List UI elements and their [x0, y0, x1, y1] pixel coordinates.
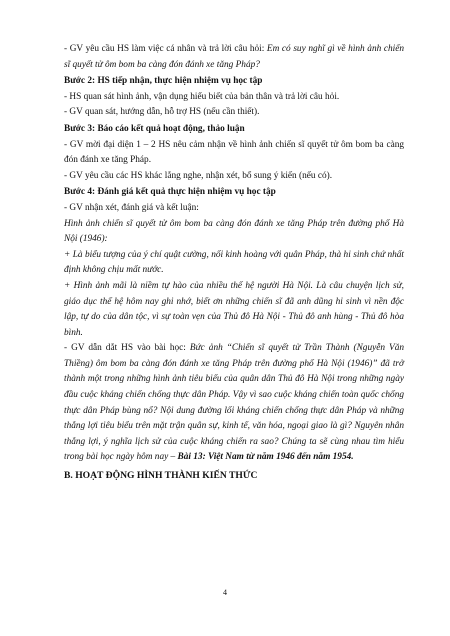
- lesson-intro: [64, 341, 404, 466]
- step2-title: Bước 2: HS tiếp nhận, thực hiện nhiệm vụ học tập: [64, 76, 263, 87]
- step4-line1: - GV nhận xét, đánh giá và kết luận:: [64, 202, 199, 213]
- lesson-intro-prefix: - GV dẫn dắt HS vào bài học:: [64, 343, 190, 354]
- conclusion-item-1: + Là biểu tượng của ý chí quật cường, nối kinh hoàng với quân Pháp, thà hi sinh chứ nhất định không chịu mất nước.: [64, 249, 404, 276]
- step3-line2: - GV yêu cầu các HS khác lắng nghe, nhận xét, bổ sung ý kiến (nếu có).: [64, 170, 333, 181]
- step3-line1: - GV mời đại diện 1 – 2 HS nêu cảm nhận về hình ảnh chiến sĩ quyết tử ôm bom ba càng đón đánh xe tăng Pháp.: [64, 139, 404, 166]
- page-number: 4: [223, 588, 227, 597]
- conclusion-item-2: + Hình ảnh mãi là niềm tự hào của nhiều thế hệ người Hà Nội. Là câu chuyện lịch sử, giáo dục thế hệ hôm nay ghi nhớ, biết ơn những chiến sĩ đã anh dũng hi sinh vì nền độc lập, tự do của dân tộc, vì sự toàn vẹn của Thủ đô Hà Nội - Thủ đô anh hùng - Thủ đô hòa bình.: [64, 280, 404, 338]
- step4-title: Bước 4: Đánh giá kết quả thực hiện nhiệm vụ học tập: [64, 187, 276, 198]
- section-b-heading: B. HOẠT ĐỘNG HÌNH THÀNH KIẾN THỨC: [64, 470, 258, 482]
- step2-line1: - HS quan sát hình ảnh, vận dụng hiểu biết của bản thân và trả lời câu hỏi.: [64, 91, 340, 102]
- document-page: [64, 42, 404, 484]
- conclusion-title: Hình ảnh chiến sĩ quyết tử ôm bom ba càng đón đánh xe tăng Pháp trên đường phố Hà Nội (1946):: [64, 218, 404, 245]
- task-instruction: [64, 42, 404, 73]
- task-instruction-prefix: - GV yêu cầu HS làm việc cá nhân và trả lời câu hỏi:: [64, 44, 267, 54]
- step2-line2: - GV quan sát, hướng dẫn, hỗ trợ HS (nếu cần thiết).: [64, 107, 260, 118]
- step3-title: Bước 3: Báo cáo kết quả hoạt động, thảo luận: [64, 123, 245, 134]
- lesson-title: Bài 13: Việt Nam từ năm 1946 đến năm 1954.: [177, 452, 354, 463]
- lesson-intro-text: Bức ảnh “Chiến sĩ quyết tử Trần Thành (Nguyễn Văn Thiềng) ôm bom ba càng đón đánh xe tăng Pháp trên đường phố Hà Nội (1946)” đã trở thành một trong những hình ảnh tiêu biểu của quân dân Thủ đô Hà Nội trong những ngày đầu cuộc kháng chiến chống thực dân Pháp. Vậy vì sao cuộc kháng chiến toàn quốc chống thực dân Pháp bùng nổ? Nội dung đường lối kháng chiến chống thực dân Pháp và những thắng lợi tiêu biểu trên mặt trận quân sự, kinh tế, văn hóa, ngoại giao là gì? Nguyên nhân thắng lợi, ý nghĩa lịch sử của cuộc kháng chiến ra sao? Chúng ta sẽ cùng nhau tìm hiểu trong bài học ngày hôm nay –: [64, 343, 404, 463]
- task-question: Em có suy nghĩ gì về hình ảnh chiến sĩ quyết tử ôm bom ba càng đón đánh xe tăng Pháp?: [64, 44, 404, 70]
